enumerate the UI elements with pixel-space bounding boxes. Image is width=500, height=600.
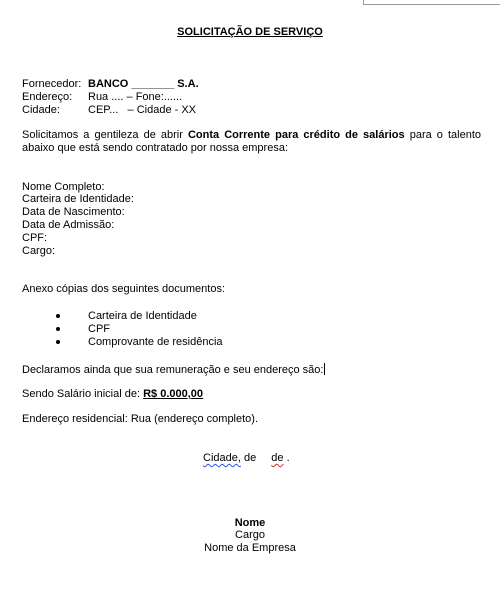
cidade-label: Cidade:	[22, 104, 60, 116]
signature-company: Nome da Empresa	[204, 542, 296, 554]
text-cursor	[324, 363, 325, 375]
date-de-1: de	[240, 452, 260, 464]
salary-line	[22, 388, 203, 401]
document-title: SOLICITAÇÃO DE SERVIÇO	[177, 26, 323, 38]
date-comma: ,	[237, 452, 241, 464]
endereco-value: Rua .... – Fone:......	[88, 91, 183, 103]
intro-paragraph	[22, 129, 481, 155]
cidade-value: CEP... – Cidade - XX	[88, 104, 197, 116]
field-data-admissao: Data de Admissão:	[22, 219, 115, 231]
document-item: Carteira de Identidade	[88, 310, 197, 322]
intro-text-1: Solicitamos a gentileza de abrir	[22, 129, 188, 141]
document-item: CPF	[88, 323, 110, 335]
field-data-nascimento: Data de Nascimento:	[22, 206, 125, 218]
window-frame-corner	[363, 0, 500, 5]
bullet-icon	[56, 327, 60, 331]
intro-text-2: para o talento abaixo que está sendo contratado por nossa empresa:	[22, 129, 481, 154]
declaration-text: Declaramos ainda que sua remuneração e seu endereço são:	[22, 364, 324, 376]
address-line: Endereço residencial: Rua (endereço completo).	[22, 413, 259, 425]
signature-name: Nome	[234, 517, 266, 529]
declaration-line	[22, 363, 325, 377]
date-end: .	[283, 452, 290, 464]
signature-role: Cargo	[235, 529, 265, 541]
field-cargo: Cargo:	[22, 245, 56, 257]
salary-label: Sendo Salário inicial de:	[22, 388, 144, 400]
field-cpf: CPF:	[22, 232, 48, 244]
fornecedor-label: Fornecedor:	[22, 78, 82, 90]
annex-intro: Anexo cópias dos seguintes documentos:	[22, 283, 226, 295]
document-item: Comprovante de residência	[88, 336, 223, 348]
salary-value: R$ 0.000,00	[143, 388, 204, 400]
field-nome-completo: Nome Completo:	[22, 181, 105, 193]
date-city: Cidade	[203, 452, 238, 464]
date-de-2: de	[271, 452, 284, 464]
bullet-icon	[56, 314, 60, 318]
field-carteira-identidade: Carteira de Identidade:	[22, 193, 134, 205]
intro-text-bold: Conta Corrente para crédito de salários	[187, 129, 405, 141]
bullet-icon	[56, 340, 60, 344]
date-line	[203, 452, 290, 465]
fornecedor-value: BANCO _______ S.A.	[88, 78, 199, 90]
endereco-label: Endereço:	[22, 91, 73, 103]
